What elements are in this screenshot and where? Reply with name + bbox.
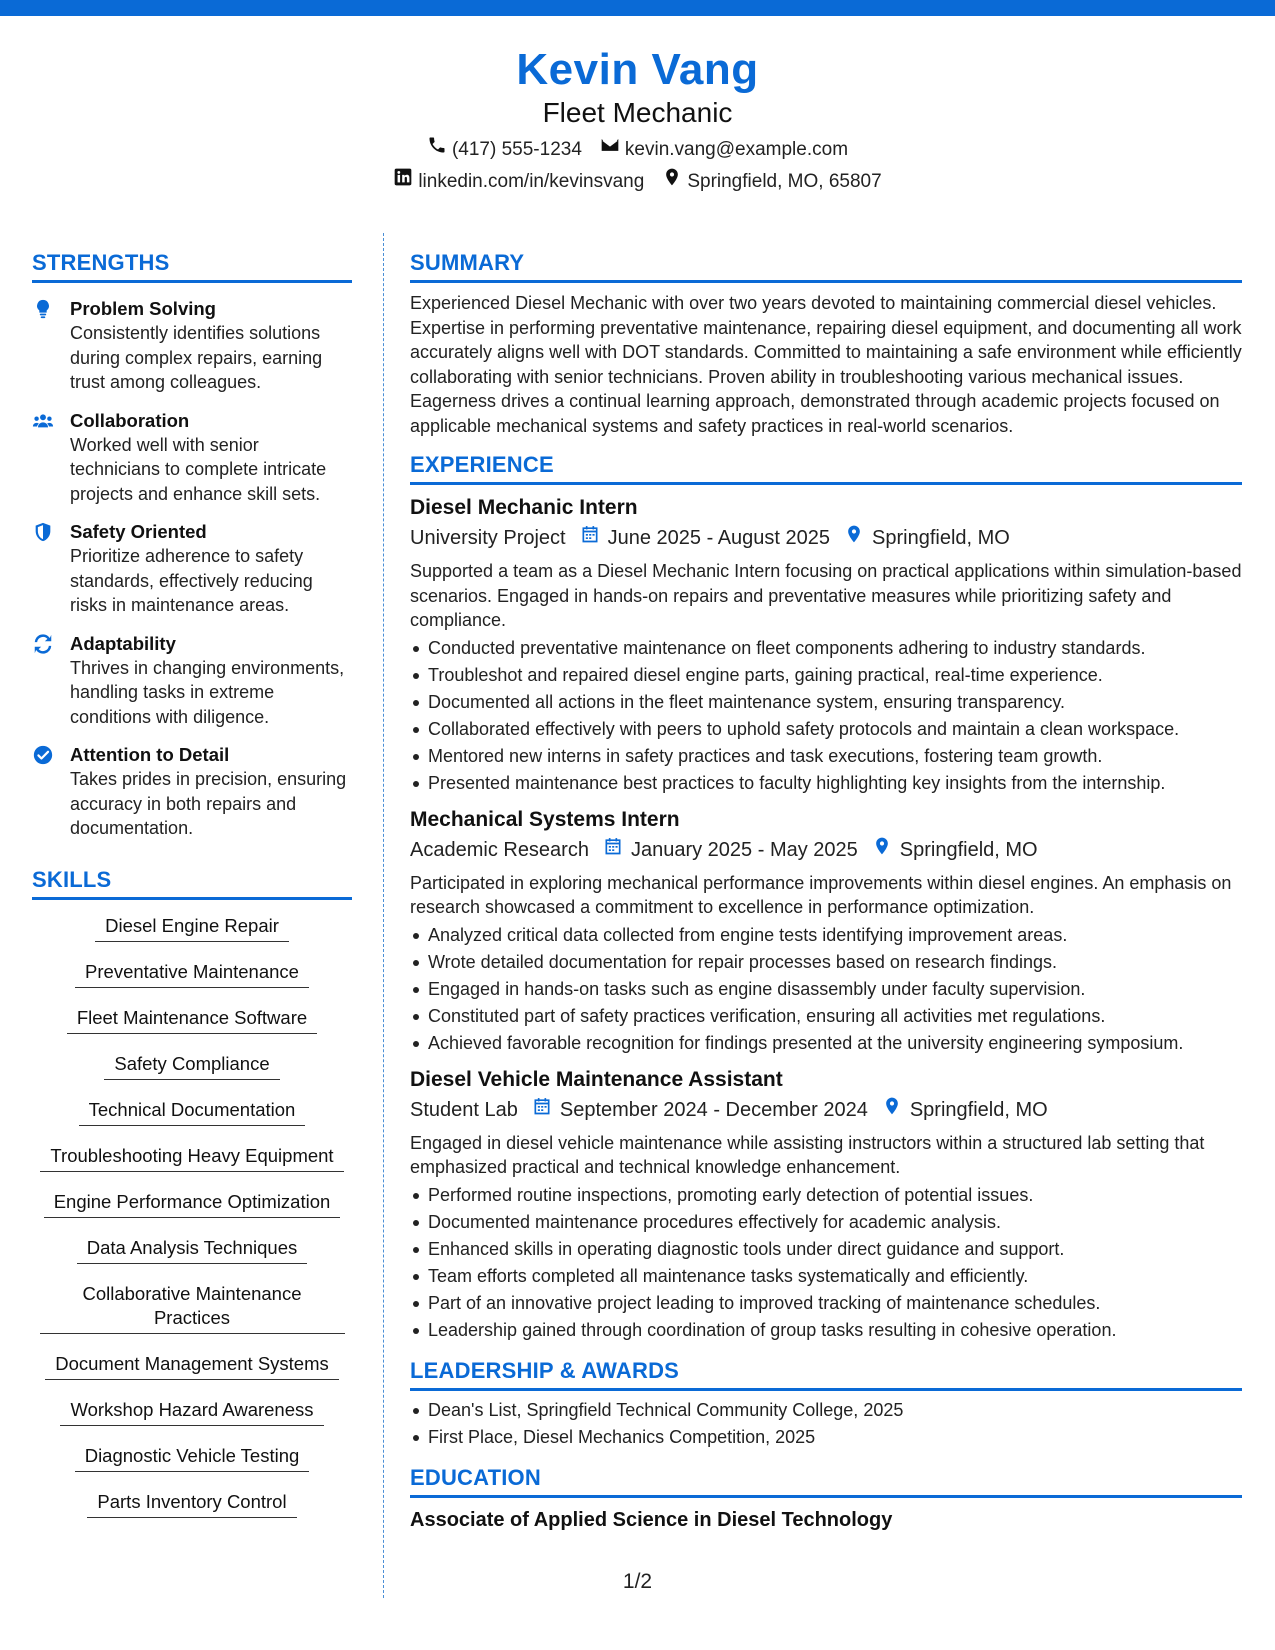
- check-circle-icon: [32, 753, 54, 770]
- lightbulb-icon: [32, 307, 54, 324]
- envelope-icon: [600, 134, 620, 166]
- top-accent-bar: [0, 0, 1275, 16]
- awards-heading: LEADERSHIP & AWARDS: [410, 1358, 1242, 1391]
- achievement-item: Analyzed critical data collected from engine tests identifying improvement areas.: [410, 922, 1242, 949]
- position-title: Mechanical Systems Intern: [410, 807, 680, 831]
- achievement-list: [410, 922, 1242, 1057]
- skill-item: Engine Performance Optimization: [44, 1190, 341, 1218]
- map-pin-icon: [872, 835, 892, 865]
- strength-title: Safety Oriented: [70, 521, 207, 542]
- skill-item: Workshop Hazard Awareness: [60, 1398, 323, 1426]
- achievement-item: Engaged in hands-on tasks such as engine disassembly under faculty supervision.: [410, 976, 1242, 1003]
- experience-entry: [410, 493, 1242, 797]
- achievement-item: Achieved favorable recognition for findings presented at the university engineering symposium.: [410, 1030, 1242, 1057]
- position-description: Participated in exploring mechanical performance improvements within diesel engines. An emphasis on research showcased a commitment to excellence in performance optimization.: [410, 872, 1232, 917]
- phone-text: (417) 555-1234: [451, 139, 582, 160]
- map-pin-icon: [662, 166, 682, 198]
- candidate-name: Kevin Vang: [516, 45, 759, 94]
- strength-item: [32, 409, 352, 507]
- degree-title: Associate of Applied Science in Diesel Technology: [410, 1508, 893, 1531]
- position-title: Diesel Mechanic Intern: [410, 496, 638, 519]
- map-pin-icon: [844, 523, 864, 553]
- resume-header: [0, 44, 1275, 198]
- right-column: [410, 250, 1242, 1534]
- skill-item: Diagnostic Vehicle Testing: [75, 1444, 310, 1472]
- strength-desc: Consistently identifies solutions during complex repairs, earning trust among colleagues.: [70, 323, 323, 392]
- experience-heading: EXPERIENCE: [410, 452, 1242, 485]
- linkedin-item[interactable]: [393, 166, 644, 198]
- skill-item: Document Management Systems: [45, 1352, 339, 1380]
- award-item: Dean's List, Springfield Technical Community College, 2025: [410, 1397, 1242, 1424]
- contact-row-1: [0, 134, 1275, 166]
- location-text: Springfield, MO, 65807: [687, 171, 882, 192]
- skills-list: [32, 914, 352, 1536]
- column-divider: [383, 233, 384, 1598]
- position-description: Engaged in diesel vehicle maintenance while assisting instructors within a structured lab setting that emphasized practical and technical knowledge enhancement.: [410, 1132, 1205, 1177]
- organization: Student Lab: [410, 1098, 518, 1121]
- calendar-icon: [603, 835, 623, 865]
- position-meta: [410, 523, 1242, 553]
- achievement-item: Constituted part of safety practices verification, ensuring all activities met regulations.: [410, 1003, 1242, 1030]
- achievement-item: Documented all actions in the fleet maintenance system, ensuring transparency.: [410, 689, 1242, 716]
- summary-text: Experienced Diesel Mechanic with over two years devoted to maintaining commercial diesel vehicles. Expertise in performing preventative maintenance, repairing diesel equipment, and documenting all work accurately aligns well with DOT standards. Committed to maintaining a safe environment while efficiently collaborating with senior technicians. Proven ability in troubleshooting various mechanical issues. Eagerness drives a continual learning approach, demonstrated through academic projects focused on applicable mechanical systems and safety practices in real-world scenarios.: [410, 293, 1242, 436]
- achievement-item: Conducted preventative maintenance on fleet components adhering to industry standards.: [410, 635, 1242, 662]
- summary-heading: SUMMARY: [410, 250, 1242, 283]
- strength-item: [32, 632, 352, 730]
- strength-title: Attention to Detail: [70, 744, 230, 765]
- date-range: January 2025 - May 2025: [630, 838, 858, 861]
- skill-item: Preventative Maintenance: [75, 960, 309, 988]
- strength-item: [32, 520, 352, 618]
- map-pin-icon: [882, 1095, 902, 1125]
- calendar-icon: [532, 1095, 552, 1125]
- strength-title: Collaboration: [70, 409, 190, 431]
- achievement-item: Troubleshot and repaired diesel engine parts, gaining practical, real-time experience.: [410, 662, 1242, 689]
- achievement-item: Enhanced skills in operating diagnostic tools under direct guidance and support.: [410, 1236, 1242, 1263]
- job-location: Springfield, MO: [899, 838, 1038, 861]
- linkedin-icon: [393, 166, 413, 198]
- shield-icon: [32, 530, 54, 547]
- achievement-item: Performed routine inspections, promoting early detection of potential issues.: [410, 1182, 1242, 1209]
- calendar-icon: [580, 523, 600, 553]
- job-title: Fleet Mechanic: [542, 97, 733, 128]
- organization: Academic Research: [410, 838, 589, 861]
- page-number: 1/2: [622, 1570, 653, 1593]
- left-column: [32, 250, 352, 1536]
- users-icon: [32, 419, 54, 436]
- sync-icon: [32, 642, 54, 659]
- skill-item: Data Analysis Techniques: [77, 1236, 307, 1264]
- linkedin-link[interactable]: linkedin.com/in/kevinsvang: [418, 171, 645, 192]
- skill-item: Fleet Maintenance Software: [67, 1006, 317, 1034]
- achievement-item: Part of an innovative project leading to improved tracking of maintenance schedules.: [410, 1290, 1242, 1317]
- skill-item: Safety Compliance: [104, 1052, 279, 1080]
- strength-desc: Worked well with senior technicians to complete intricate projects and enhance skill sets.: [70, 434, 327, 504]
- strengths-heading: STRENGTHS: [32, 250, 352, 283]
- achievement-list: [410, 1182, 1242, 1344]
- phone-item: [427, 134, 582, 166]
- achievement-list: [410, 635, 1242, 797]
- strength-title: Problem Solving: [70, 298, 216, 319]
- date-range: September 2024 - December 2024: [559, 1098, 868, 1121]
- skill-item: Diesel Engine Repair: [95, 914, 289, 942]
- phone-icon: [427, 134, 447, 166]
- achievement-item: Leadership gained through coordination of group tasks resulting in cohesive operation.: [410, 1317, 1242, 1344]
- achievement-item: Wrote detailed documentation for repair processes based on research findings.: [410, 949, 1242, 976]
- date-range: June 2025 - August 2025: [607, 527, 831, 549]
- achievement-item: Team efforts completed all maintenance tasks systematically and efficiently.: [410, 1263, 1242, 1290]
- strength-item: [32, 743, 352, 841]
- skills-heading: SKILLS: [32, 867, 352, 900]
- email-item[interactable]: [600, 134, 848, 166]
- strength-desc: Thrives in changing environments, handling tasks in extreme conditions with diligence.: [70, 657, 345, 727]
- strength-desc: Prioritize adherence to safety standards, effectively reducing risks in maintenance areas.: [70, 546, 313, 615]
- organization: University Project: [410, 527, 566, 549]
- job-location: Springfield, MO: [872, 527, 1010, 549]
- contact-row-2: [0, 166, 1275, 198]
- skill-item: Technical Documentation: [79, 1098, 306, 1126]
- position-meta: [410, 835, 1242, 865]
- strength-item: [32, 297, 352, 395]
- achievement-item: Mentored new interns in safety practices and task executions, fostering team growth.: [410, 743, 1242, 770]
- education-heading: EDUCATION: [410, 1465, 1242, 1498]
- achievement-item: Collaborated effectively with peers to uphold safety protocols and maintain a clean workspace.: [410, 716, 1242, 743]
- position-meta: [410, 1095, 1242, 1125]
- email-link[interactable]: kevin.vang@example.com: [624, 139, 849, 160]
- awards-list: [410, 1397, 1242, 1451]
- skill-item: Collaborative Maintenance Practices: [40, 1282, 345, 1334]
- position-title: Diesel Vehicle Maintenance Assistant: [410, 1067, 783, 1091]
- achievement-item: Presented maintenance best practices to faculty highlighting key insights from the internship.: [410, 770, 1242, 797]
- skill-item: Troubleshooting Heavy Equipment: [40, 1144, 343, 1172]
- strength-desc: Takes prides in precision, ensuring accuracy in both repairs and documentation.: [70, 769, 347, 838]
- achievement-item: Documented maintenance procedures effectively for academic analysis.: [410, 1209, 1242, 1236]
- experience-entry: [410, 1065, 1242, 1344]
- position-description: Supported a team as a Diesel Mechanic Intern focusing on practical applications within simulation-based scenarios. Engaged in hands-on repairs and preventative measures while prioritizing safety and compliance.: [410, 561, 1242, 630]
- job-location: Springfield, MO: [909, 1098, 1048, 1121]
- location-item: [662, 166, 881, 198]
- experience-entry: [410, 805, 1242, 1057]
- skill-item: Parts Inventory Control: [87, 1490, 296, 1518]
- strength-title: Adaptability: [70, 632, 176, 654]
- award-item: First Place, Diesel Mechanics Competition, 2025: [410, 1424, 1242, 1451]
